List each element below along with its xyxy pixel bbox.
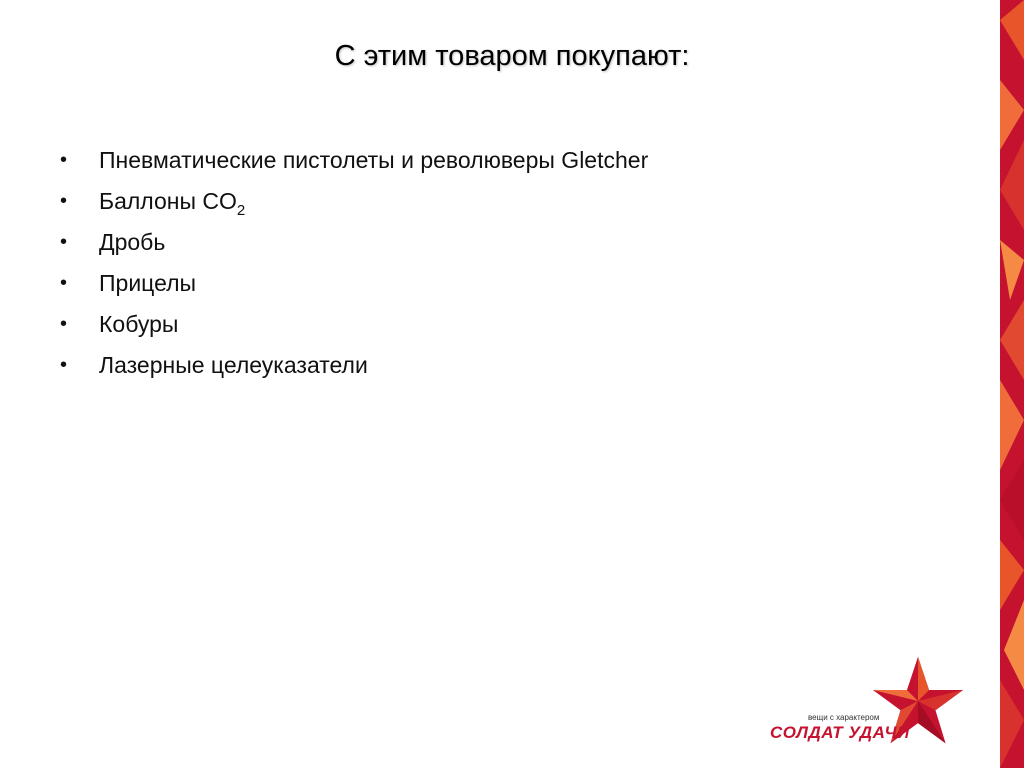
bullet-icon: • [60, 272, 68, 294]
list-item [56, 345, 956, 386]
slide-title: С этим товаром покупают: [334, 40, 690, 72]
bullet-list [56, 140, 956, 386]
bullet-icon: • [60, 190, 68, 212]
decorative-side-strip [1000, 0, 1024, 768]
list-item-text: Лазерные целеуказатели [99, 352, 368, 378]
list-item [56, 222, 956, 263]
list-item-text: Пневматические пистолеты и революверы Gletcher [99, 147, 649, 173]
list-item-text: Дробь [99, 229, 166, 255]
bullet-icon: • [60, 231, 68, 253]
brand-logo [768, 655, 968, 755]
logo-tagline: вещи с характером [808, 713, 880, 722]
list-item-text: Кобуры [99, 311, 179, 337]
bullet-icon: • [60, 313, 68, 335]
list-item [56, 263, 956, 304]
logo-name-part2: УДАЧИ [848, 723, 910, 742]
list-item-text: Прицелы [99, 270, 197, 296]
bullet-icon: • [60, 354, 68, 376]
list-item-text: Баллоны CO [99, 188, 237, 214]
logo-name [770, 723, 910, 743]
bullet-icon: • [60, 149, 68, 171]
list-item-subscript: 2 [236, 202, 246, 219]
list-item [56, 181, 956, 222]
list-item [56, 140, 956, 181]
logo-name-part1: СОЛДАТ [770, 723, 844, 742]
list-item [56, 304, 956, 345]
